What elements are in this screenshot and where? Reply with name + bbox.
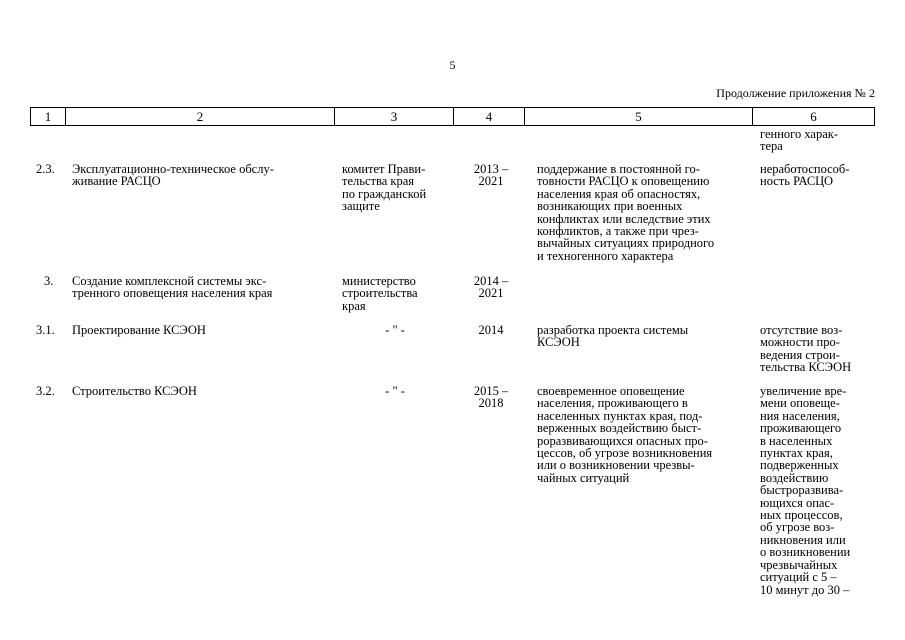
row-executor: - " - bbox=[385, 323, 405, 337]
row-result: разработка проекта системы КСЭОН bbox=[537, 323, 689, 350]
carry-over-text: генного харак- тера bbox=[760, 127, 838, 154]
column-header-4: 4 bbox=[454, 108, 525, 126]
row-consequence: увеличение вре- мени оповеще- ния населения, проживающего в населенных пунктах края, подверженных воздействию быстроразвива- ющихся опас- ных процессов, об угрозе воз- никновения или о возникновении чрезвычайных ситуаций с 5 – 10 минут до 30 – bbox=[760, 384, 851, 597]
row-name: Эксплуатационно-техническое обслу- живание РАСЦО bbox=[72, 162, 274, 189]
row-period: 2014 bbox=[478, 323, 504, 337]
row-name: Строительство КСЭОН bbox=[72, 384, 197, 398]
row-name: Проектирование КСЭОН bbox=[72, 323, 206, 337]
page-number: 5 bbox=[449, 58, 456, 72]
row-result: своевременное оповещение населения, проживающего в населенных пунктах края, под- верженных воздействию быст- роразвивающихся опасных про- цессов, об угрозе возникновения или о возникновении чрезвы- чайных ситуаций bbox=[537, 384, 713, 485]
column-header-5: 5 bbox=[525, 108, 753, 126]
continuation-label: Продолжение приложения № 2 bbox=[716, 86, 875, 100]
column-header-table bbox=[30, 107, 875, 126]
column-header-row bbox=[31, 108, 875, 126]
row-executor: - " - bbox=[385, 384, 405, 398]
row-period: 2013 – 2021 bbox=[473, 162, 509, 189]
row-executor: министерство строительства края bbox=[342, 274, 418, 313]
column-header-1: 1 bbox=[31, 108, 66, 126]
row-period: 2014 – 2021 bbox=[473, 274, 509, 301]
row-number: 3.2. bbox=[36, 384, 55, 398]
column-header-3: 3 bbox=[335, 108, 454, 126]
column-header-2: 2 bbox=[66, 108, 335, 126]
row-period: 2015 – 2018 bbox=[473, 384, 509, 411]
row-number: 2.3. bbox=[36, 162, 55, 176]
row-result: поддержание в постоянной го- товности РАСЦО к оповещению населения края об опасностях, возникающих при военных конфликтах или вследствие этих конфликтов, а также при чрез- вычайных ситуациях природного и техногенного характера bbox=[537, 162, 715, 263]
row-name: Создание комплексной системы экс- тренного оповещения населения края bbox=[72, 274, 273, 301]
column-header-6: 6 bbox=[753, 108, 875, 126]
row-number: 3.1. bbox=[36, 323, 55, 337]
row-number: 3. bbox=[44, 274, 54, 288]
row-consequence: неработоспособ- ность РАСЦО bbox=[760, 162, 850, 189]
row-consequence: отсутствие воз- можности про- ведения строи- тельства КСЭОН bbox=[760, 323, 852, 375]
row-executor: комитет Прави- тельства края по гражданской защите bbox=[342, 162, 427, 214]
